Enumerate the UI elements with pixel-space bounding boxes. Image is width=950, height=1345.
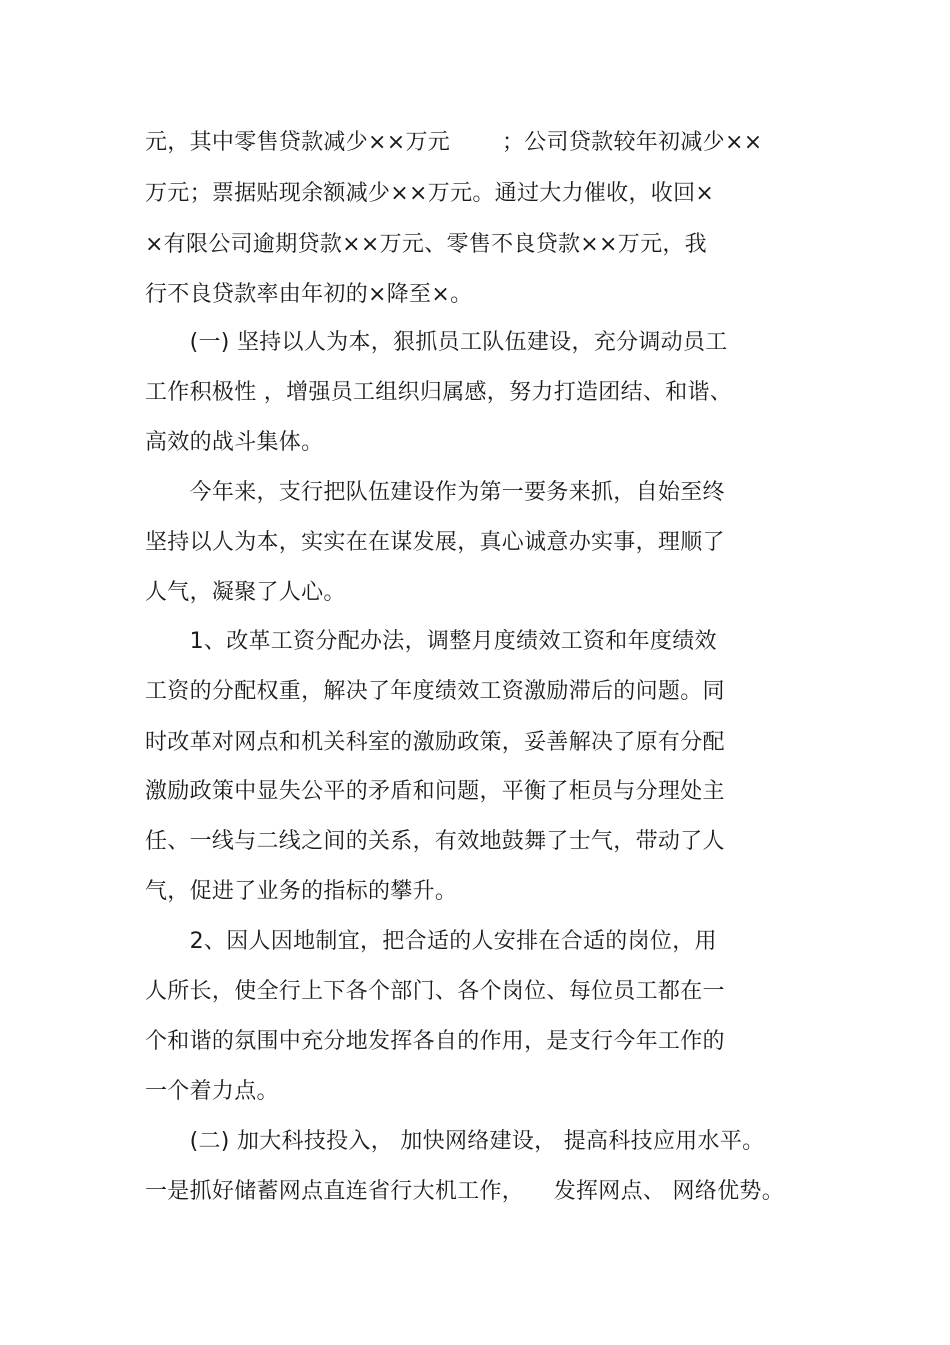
text-line-6: 工作积极性 ，增强员工组织归属感，努力打造团结、和谐、	[145, 380, 733, 405]
text-line-9: 坚持以人为本，实实在在谋发展，真心诚意办实事，理顺了	[145, 530, 725, 555]
text-line-14: 激励政策中显失公平的矛盾和问题，平衡了柜员与分理处主	[145, 779, 725, 804]
text-line-16: 气，促进了业务的指标的攀升。	[145, 879, 458, 904]
text-line-7: 高效的战斗集体。	[145, 430, 324, 455]
text-line-10: 人气，凝聚了人心。	[145, 580, 346, 605]
text-line-22: 一是抓好储蓄网点直连省行大机工作， 发挥网点、 网络优势。	[145, 1179, 784, 1204]
list-item-1: 1、改革工资分配办法，调整月度绩效工资和年度绩效	[145, 629, 717, 654]
section-heading-2: (二) 加大科技投入， 加快网络建设， 提高科技应用水平。	[145, 1129, 765, 1154]
paragraph-start-1: 今年来，支行把队伍建设作为第一要务来抓，自始至终	[145, 480, 725, 505]
text-line-1: 元，其中零售贷款减少××万元 ；公司贷款较年初减少××	[145, 130, 763, 155]
list-item-2: 2、因人因地制宜，把合适的人安排在合适的岗位，用	[145, 929, 717, 954]
section-heading-1: (一) 坚持以人为本，狠抓员工队伍建设，充分调动员工	[145, 330, 728, 355]
text-line-18: 人所长，使全行上下各个部门、各个岗位、每位员工都在一	[145, 979, 725, 1004]
text-line-12: 工资的分配权重，解决了年度绩效工资激励滞后的问题。同	[145, 679, 725, 704]
text-line-20: 一个着力点。	[145, 1079, 279, 1104]
text-line-3: ×有限公司逾期贷款××万元、零售不良贷款××万元，我	[145, 232, 707, 257]
text-line-13: 时改革对网点和机关科室的激励政策，妥善解决了原有分配	[145, 730, 725, 755]
text-line-4: 行不良贷款率由年初的×降至×。	[145, 282, 473, 307]
text-line-2: 万元；票据贴现余额减少××万元。通过大力催收，收回×	[145, 181, 715, 206]
text-line-19: 个和谐的氛围中充分地发挥各自的作用，是支行今年工作的	[145, 1029, 725, 1054]
text-line-15: 任、一线与二线之间的关系，有效地鼓舞了士气，带动了人	[145, 829, 725, 854]
